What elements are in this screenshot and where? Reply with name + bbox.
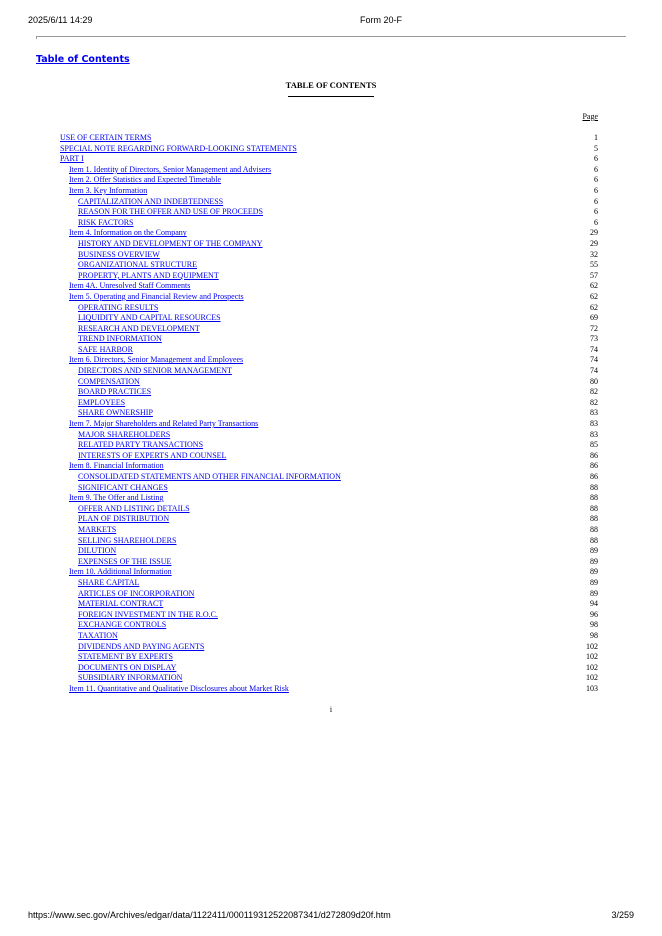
toc-row xyxy=(60,366,598,377)
toc-row xyxy=(60,313,598,324)
toc-page-number: 69 xyxy=(590,313,598,323)
toc-page-number: 102 xyxy=(586,641,598,651)
toc-row xyxy=(60,663,598,674)
toc-row xyxy=(60,239,598,250)
toc-entry-link[interactable]: SUBSIDIARY INFORMATION xyxy=(78,673,183,683)
toc-page-number: 86 xyxy=(590,472,598,481)
toc-entry-link[interactable]: BUSINESS OVERVIEW xyxy=(78,249,160,259)
toc-page-number: 102 xyxy=(586,662,598,672)
toc-entry-link[interactable]: Item 1. Identity of Directors, Senior Management and Advisers xyxy=(69,164,272,174)
toc-row xyxy=(60,430,598,441)
toc-page-number: 74 xyxy=(590,366,598,376)
toc-row xyxy=(60,483,598,494)
toc-row xyxy=(60,567,598,578)
toc-row xyxy=(60,197,598,208)
toc-page-number: 89 xyxy=(590,588,598,598)
toc-list xyxy=(60,133,598,694)
header-divider-tick xyxy=(36,36,37,39)
toc-row xyxy=(60,207,598,218)
toc-row xyxy=(60,228,598,239)
toc-row xyxy=(60,218,598,229)
toc-page-number: 82 xyxy=(590,387,598,397)
toc-page-number: 102 xyxy=(586,652,598,662)
print-header xyxy=(28,15,634,29)
toc-page-number: 89 xyxy=(590,546,598,556)
toc-row xyxy=(60,536,598,547)
toc-entry-link[interactable]: SIGNIFICANT CHANGES xyxy=(78,482,168,492)
toc-row xyxy=(60,355,598,366)
toc-entry-link[interactable]: EXCHANGE CONTROLS xyxy=(78,620,167,630)
toc-entry-link[interactable]: REASON FOR THE OFFER AND USE OF PROCEEDS xyxy=(78,207,263,217)
toc-page-number: 73 xyxy=(590,334,598,344)
toc-page-number: 103 xyxy=(586,683,598,693)
toc-entry-link[interactable]: RELATED PARTY TRANSACTIONS xyxy=(78,440,204,450)
toc-entry-link[interactable]: CAPITALIZATION AND INDEBTEDNESS xyxy=(78,196,224,206)
toc-row xyxy=(60,281,598,292)
toc-page-number: 83 xyxy=(590,429,598,439)
toc-row xyxy=(60,673,598,684)
toc-page-number: 89 xyxy=(590,577,598,587)
toc-entry-link[interactable]: INTERESTS OF EXPERTS AND COUNSEL xyxy=(78,450,227,460)
toc-entry-link[interactable]: Item 3. Key Information xyxy=(69,185,148,195)
toc-row xyxy=(60,461,598,472)
toc-page-number: 72 xyxy=(590,323,598,333)
toc-row xyxy=(60,620,598,631)
toc-page-number: 1 xyxy=(594,133,598,142)
toc-entry-link[interactable]: FOREIGN INVESTMENT IN THE R.O.C. xyxy=(78,609,218,619)
toc-page-number: 86 xyxy=(590,450,598,460)
toc-row xyxy=(60,451,598,462)
toc-page-number: 98 xyxy=(590,630,598,640)
toc-row xyxy=(60,578,598,589)
toc-page-number: 89 xyxy=(590,556,598,566)
toc-page-number: 6 xyxy=(594,154,598,164)
toc-entry-link[interactable]: STATEMENT BY EXPERTS xyxy=(78,652,173,662)
toc-row xyxy=(60,652,598,663)
toc-page-number: 83 xyxy=(590,419,598,429)
toc-entry-link[interactable]: EXPENSES OF THE ISSUE xyxy=(78,556,172,566)
page-number: i xyxy=(329,705,333,714)
toc-entry-link[interactable]: TREND INFORMATION xyxy=(78,334,162,344)
toc-page-number: 6 xyxy=(594,196,598,206)
toc-row xyxy=(60,546,598,557)
toc-row xyxy=(60,525,598,536)
toc-page-number: 88 xyxy=(590,524,598,534)
toc-row xyxy=(60,504,598,515)
header-divider xyxy=(36,36,626,37)
toc-entry-link[interactable]: Item 10. Additional Information xyxy=(69,567,172,577)
toc-row xyxy=(60,377,598,388)
toc-entry-link[interactable]: SHARE CAPITAL xyxy=(78,577,140,587)
toc-page-number: 6 xyxy=(594,175,598,185)
toc-page-number: 98 xyxy=(590,620,598,630)
toc-entry-link[interactable]: OFFER AND LISTING DETAILS xyxy=(78,503,190,513)
toc-entry-link[interactable]: MARKETS xyxy=(78,524,117,534)
toc-row xyxy=(60,324,598,335)
toc-page-number: 6 xyxy=(594,185,598,195)
toc-row xyxy=(60,493,598,504)
toc-row xyxy=(60,472,598,483)
toc-page-number: 88 xyxy=(590,503,598,513)
toc-page-number: 82 xyxy=(590,397,598,407)
toc-row xyxy=(60,557,598,568)
toc-page-number: 32 xyxy=(590,249,598,259)
heading-underline xyxy=(288,96,374,97)
table-of-contents-link[interactable]: Table of Contents xyxy=(36,54,130,65)
toc-entry-link[interactable]: PART I xyxy=(60,154,84,164)
toc-entry-link[interactable]: Item 4. Information on the Company xyxy=(69,228,187,238)
toc-row xyxy=(60,642,598,653)
toc-entry-link[interactable]: Item 6. Directors, Senior Management and Employees xyxy=(69,355,244,365)
toc-page-number: 62 xyxy=(590,281,598,291)
toc-row xyxy=(60,599,598,610)
toc-entry-link[interactable]: SAFE HARBOR xyxy=(78,344,133,354)
toc-page-number: 96 xyxy=(590,609,598,619)
toc-row xyxy=(60,440,598,451)
toc-page-number: 88 xyxy=(590,535,598,545)
toc-row xyxy=(60,250,598,261)
toc-entry-link[interactable]: SPECIAL NOTE REGARDING FORWARD-LOOKING STATEMENTS xyxy=(60,143,297,153)
toc-entry-link[interactable]: PLAN OF DISTRIBUTION xyxy=(78,514,170,524)
toc-page-number: 29 xyxy=(590,238,598,248)
toc-page-number: 89 xyxy=(590,567,598,577)
toc-row xyxy=(60,387,598,398)
toc-page-number: 62 xyxy=(590,302,598,312)
toc-entry-link[interactable]: DIVIDENDS AND PAYING AGENTS xyxy=(78,641,205,651)
toc-row xyxy=(60,334,598,345)
toc-page-number: 74 xyxy=(590,355,598,365)
toc-entry-link[interactable]: DILUTION xyxy=(78,546,117,556)
toc-entry-link[interactable]: Item 5. Operating and Financial Review and Prospects xyxy=(69,291,244,301)
print-datetime: 2025/6/11 14:29 xyxy=(28,15,93,25)
toc-entry-link[interactable]: MAJOR SHAREHOLDERS xyxy=(78,429,171,439)
print-url: https://www.sec.gov/Archives/edgar/data/1122411/000119312522087341/d272809d20f.htm xyxy=(28,910,391,920)
print-footer xyxy=(28,910,634,924)
toc-page-number: 88 xyxy=(590,482,598,492)
toc-page-number: 86 xyxy=(590,461,598,471)
toc-entry-link[interactable]: HISTORY AND DEVELOPMENT OF THE COMPANY xyxy=(78,238,263,248)
toc-page-number: 80 xyxy=(590,376,598,386)
toc-entry-link[interactable]: RESEARCH AND DEVELOPMENT xyxy=(78,323,200,333)
toc-entry-link[interactable]: Item 4A. Unresolved Staff Comments xyxy=(69,281,191,291)
toc-page-number: 94 xyxy=(590,599,598,609)
toc-page-number: 57 xyxy=(590,270,598,280)
toc-entry-link[interactable]: RISK FACTORS xyxy=(78,217,134,227)
toc-page-number: 83 xyxy=(590,408,598,418)
toc-entry-link[interactable]: CONSOLIDATED STATEMENTS AND OTHER FINANCIAL INFORMATION xyxy=(78,472,341,481)
toc-entry-link[interactable]: Item 8. Financial Information xyxy=(69,461,164,471)
toc-row xyxy=(60,514,598,525)
toc-entry-link[interactable]: LIQUIDITY AND CAPITAL RESOURCES xyxy=(78,313,221,323)
toc-entry-link[interactable]: Item 2. Offer Statistics and Expected Timetable xyxy=(69,175,222,185)
toc-row xyxy=(60,271,598,282)
toc-entry-link[interactable]: DIRECTORS AND SENIOR MANAGEMENT xyxy=(78,366,232,376)
toc-entry-link[interactable]: ORGANIZATIONAL STRUCTURE xyxy=(78,260,198,270)
toc-heading: TABLE OF CONTENTS xyxy=(285,80,377,90)
toc-page-number: 102 xyxy=(586,673,598,683)
toc-page-number: 5 xyxy=(594,143,598,153)
toc-entry-link[interactable]: SHARE OWNERSHIP xyxy=(78,408,153,418)
page-column-label: Page xyxy=(582,112,598,121)
toc-entry-link[interactable]: SELLING SHAREHOLDERS xyxy=(78,535,177,545)
toc-row xyxy=(60,292,598,303)
toc-entry-link[interactable]: Item 9. The Offer and Listing xyxy=(69,493,164,503)
toc-row xyxy=(60,144,598,155)
toc-row xyxy=(60,303,598,314)
toc-page-number: 74 xyxy=(590,344,598,354)
toc-row xyxy=(60,165,598,176)
toc-entry-link[interactable]: ARTICLES OF INCORPORATION xyxy=(78,588,195,598)
toc-entry-link[interactable]: PROPERTY, PLANTS AND EQUIPMENT xyxy=(78,270,219,280)
toc-row xyxy=(60,589,598,600)
toc-page-number: 6 xyxy=(594,207,598,217)
toc-entry-link[interactable]: OPERATING RESULTS xyxy=(78,302,159,312)
toc-row xyxy=(60,133,598,144)
toc-entry-link[interactable]: DOCUMENTS ON DISPLAY xyxy=(78,662,177,672)
toc-row xyxy=(60,345,598,356)
toc-page-number: 62 xyxy=(590,291,598,301)
toc-page-number: 6 xyxy=(594,164,598,174)
toc-entry-link[interactable]: EMPLOYEES xyxy=(78,397,126,407)
toc-page-number: 88 xyxy=(590,493,598,503)
toc-entry-link[interactable]: MATERIAL CONTRACT xyxy=(78,599,164,609)
toc-row xyxy=(60,175,598,186)
toc-entry-link[interactable]: Item 11. Quantitative and Qualitative Disclosures about Market Risk xyxy=(69,683,289,693)
toc-entry-link[interactable]: TAXATION xyxy=(78,630,118,640)
toc-page-number: 55 xyxy=(590,260,598,270)
toc-row xyxy=(60,398,598,409)
toc-page-number: 29 xyxy=(590,228,598,238)
toc-page-number: 88 xyxy=(590,514,598,524)
toc-row xyxy=(60,419,598,430)
toc-entry-link[interactable]: USE OF CERTAIN TERMS xyxy=(60,133,152,142)
print-title: Form 20-F xyxy=(360,15,403,25)
print-page-count: 3/259 xyxy=(611,910,634,920)
toc-row xyxy=(60,260,598,271)
toc-entry-link[interactable]: BOARD PRACTICES xyxy=(78,387,152,397)
toc-row xyxy=(60,610,598,621)
toc-page-number: 85 xyxy=(590,440,598,450)
toc-page-number: 6 xyxy=(594,217,598,227)
toc-entry-link[interactable]: Item 7. Major Shareholders and Related Party Transactions xyxy=(69,419,259,429)
toc-row xyxy=(60,408,598,419)
toc-entry-link[interactable]: COMPENSATION xyxy=(78,376,140,386)
toc-row xyxy=(60,186,598,197)
toc-row xyxy=(60,684,598,695)
toc-row xyxy=(60,154,598,165)
toc-row xyxy=(60,631,598,642)
